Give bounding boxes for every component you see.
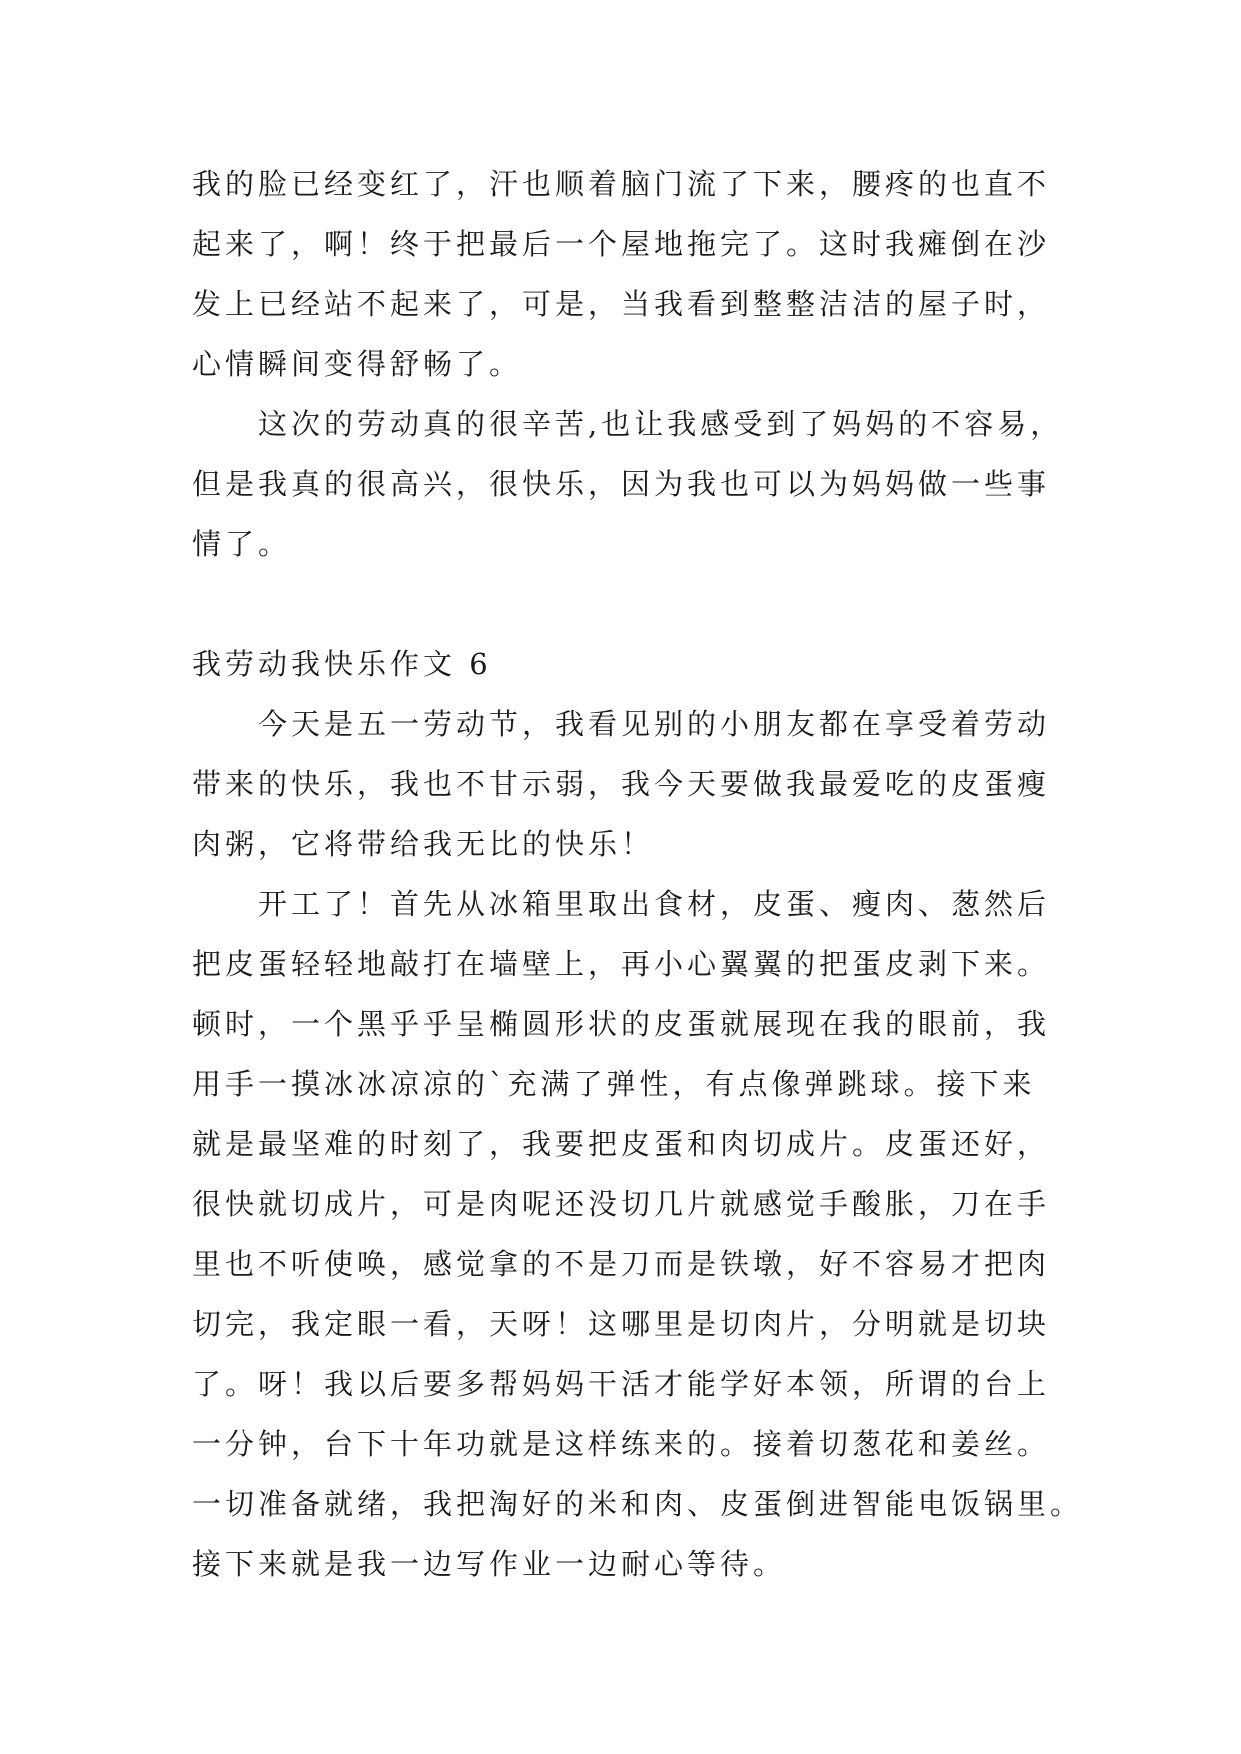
blank-line xyxy=(192,574,1054,634)
text-line: 我的脸已经变红了，汗也顺着脑门流了下来，腰疼的也直不 xyxy=(192,167,1051,201)
paragraph-2 xyxy=(192,394,1064,574)
text-line: 切完，我定眼一看，天呀！这哪里是切肉片，分明就是切块 xyxy=(192,1307,1051,1341)
text-line: 心情瞬间变得舒畅了。 xyxy=(192,347,523,381)
text-line: 用手一摸冰冰凉凉的`充满了弹性，有点像弹跳球。接下来 xyxy=(192,1067,1036,1101)
text-line: 但是我真的很高兴，很快乐，因为我也可以为妈妈做一些事 xyxy=(192,467,1051,501)
paragraph-4 xyxy=(192,874,1084,1594)
text-line: 发上已经站不起来了，可是，当我看到整整洁洁的屋子时， xyxy=(192,287,1051,321)
text-line: 起来了，啊！终于把最后一个屋地拖完了。这时我瘫倒在沙 xyxy=(192,227,1051,261)
text-line: 一分钟，台下十年功就是这样练来的。接着切葱花和姜丝。 xyxy=(192,1427,1051,1461)
text-line: 很快就切成片，可是肉呢还没切几片就感觉手酸胀，刀在手 xyxy=(192,1187,1051,1221)
text-line: 开工了！首先从冰箱里取出食材，皮蛋、瘦肉、葱然后 xyxy=(258,887,1051,921)
paragraph-1 xyxy=(192,154,1054,394)
text-line: 接下来就是我一边写作业一边耐心等待。 xyxy=(192,1547,787,1581)
text-line: 一切准备就绪，我把淘好的米和肉、皮蛋倒进智能电饭锅里。 xyxy=(192,1487,1084,1521)
text-line: 这次的劳动真的很辛苦,也让我感受到了妈妈的不容易， xyxy=(258,407,1064,441)
paragraph-3 xyxy=(192,694,1054,874)
text-line: 就是最坚难的时刻了，我要把皮蛋和肉切成片。皮蛋还好， xyxy=(192,1127,1051,1161)
text-line: 带来的快乐，我也不甘示弱，我今天要做我最爱吃的皮蛋瘦 xyxy=(192,767,1051,801)
section-heading: 我劳动我快乐作文 6 xyxy=(192,647,492,681)
document-body xyxy=(192,154,1084,1594)
text-line: 里也不听使唤，感觉拿的不是刀而是铁墩，好不容易才把肉 xyxy=(192,1247,1051,1281)
text-line: 今天是五一劳动节，我看见别的小朋友都在享受着劳动 xyxy=(258,707,1051,741)
text-line: 情了。 xyxy=(192,527,292,561)
text-line: 顿时，一个黑乎乎呈椭圆形状的皮蛋就展现在我的眼前，我 xyxy=(192,1007,1051,1041)
text-line: 把皮蛋轻轻地敲打在墙壁上，再小心翼翼的把蛋皮剥下来。 xyxy=(192,947,1051,981)
text-line: 了。呀！我以后要多帮妈妈干活才能学好本领，所谓的台上 xyxy=(192,1367,1051,1401)
text-line: 肉粥，它将带给我无比的快乐！ xyxy=(192,827,655,861)
